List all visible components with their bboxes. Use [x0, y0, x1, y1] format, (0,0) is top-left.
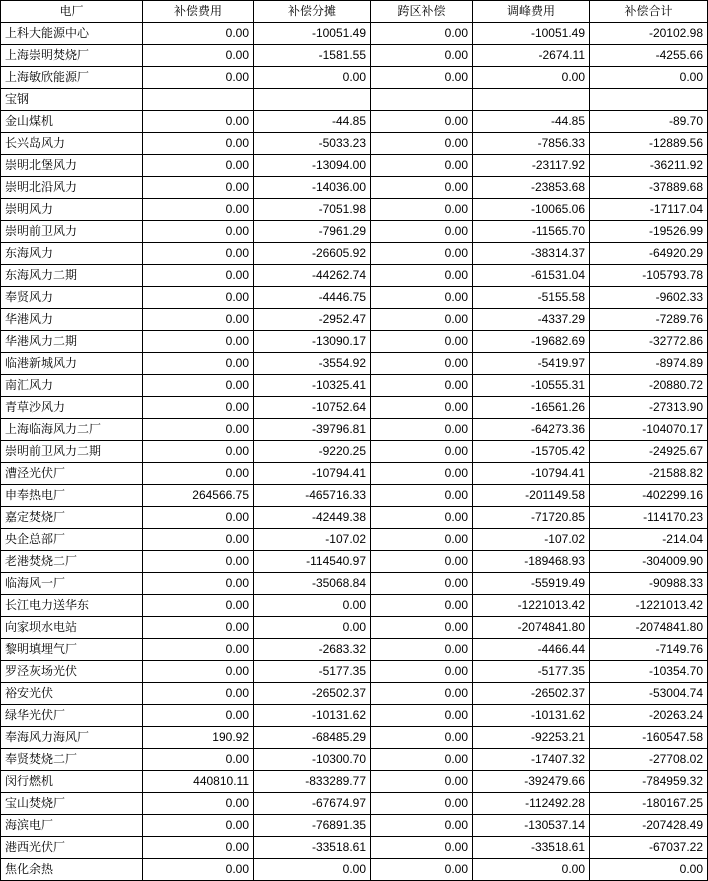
cell-value[interactable]: 0.00 — [254, 595, 371, 617]
cell-value[interactable]: -160547.58 — [590, 727, 708, 749]
cell-plant-name[interactable]: 金山煤机 — [1, 111, 143, 133]
cell-value[interactable]: -61531.04 — [473, 265, 590, 287]
cell-value[interactable]: -10051.49 — [473, 23, 590, 45]
cell-value[interactable]: 0.00 — [143, 353, 254, 375]
cell-value[interactable]: 0.00 — [143, 199, 254, 221]
cell-plant-name[interactable]: 长兴岛风力 — [1, 133, 143, 155]
cell-value[interactable]: -26502.37 — [473, 683, 590, 705]
cell-value[interactable]: 0.00 — [371, 661, 473, 683]
table-row[interactable] — [1, 463, 708, 485]
cell-value[interactable]: -55919.49 — [473, 573, 590, 595]
cell-plant-name[interactable]: 奉贤风力 — [1, 287, 143, 309]
cell-value[interactable]: 0.00 — [371, 595, 473, 617]
cell-value[interactable]: -90988.33 — [590, 573, 708, 595]
cell-value[interactable]: -26502.37 — [254, 683, 371, 705]
cell-value[interactable]: -5033.23 — [254, 133, 371, 155]
table-row[interactable] — [1, 199, 708, 221]
cell-value[interactable]: -20880.72 — [590, 375, 708, 397]
cell-value[interactable]: -4255.66 — [590, 45, 708, 67]
cell-value[interactable]: 0.00 — [371, 617, 473, 639]
table-row[interactable] — [1, 111, 708, 133]
cell-value[interactable]: -4446.75 — [254, 287, 371, 309]
cell-value[interactable]: -15705.42 — [473, 441, 590, 463]
cell-value[interactable]: -10325.41 — [254, 375, 371, 397]
cell-value[interactable]: 0.00 — [371, 793, 473, 815]
cell-value[interactable]: -7961.29 — [254, 221, 371, 243]
table-row[interactable] — [1, 133, 708, 155]
cell-value[interactable]: 0.00 — [143, 111, 254, 133]
cell-plant-name[interactable]: 临港新城风力 — [1, 353, 143, 375]
cell-value[interactable] — [473, 89, 590, 111]
cell-value[interactable]: 0.00 — [371, 727, 473, 749]
table-row[interactable] — [1, 507, 708, 529]
table-row[interactable] — [1, 23, 708, 45]
cell-value[interactable]: -180167.25 — [590, 793, 708, 815]
cell-value[interactable]: -10065.06 — [473, 199, 590, 221]
cell-value[interactable]: 0.00 — [143, 177, 254, 199]
cell-value[interactable]: -392479.66 — [473, 771, 590, 793]
cell-value[interactable]: -114170.23 — [590, 507, 708, 529]
cell-plant-name[interactable]: 申奉热电厂 — [1, 485, 143, 507]
cell-value[interactable]: 0.00 — [143, 287, 254, 309]
cell-value[interactable]: -37889.68 — [590, 177, 708, 199]
cell-value[interactable]: 0.00 — [371, 705, 473, 727]
cell-value[interactable]: -833289.77 — [254, 771, 371, 793]
cell-value[interactable]: -3554.92 — [254, 353, 371, 375]
cell-value[interactable]: -71720.85 — [473, 507, 590, 529]
cell-value[interactable]: -33518.61 — [254, 837, 371, 859]
cell-value[interactable]: 0.00 — [371, 639, 473, 661]
cell-value[interactable]: 0.00 — [143, 331, 254, 353]
cell-value[interactable]: 0.00 — [371, 23, 473, 45]
table-row[interactable] — [1, 573, 708, 595]
cell-value[interactable] — [143, 89, 254, 111]
cell-value[interactable]: 0.00 — [371, 859, 473, 881]
table-row[interactable] — [1, 529, 708, 551]
table-row[interactable] — [1, 749, 708, 771]
cell-plant-name[interactable]: 华港风力 — [1, 309, 143, 331]
cell-value[interactable]: -7051.98 — [254, 199, 371, 221]
cell-value[interactable]: 0.00 — [143, 23, 254, 45]
table-row[interactable] — [1, 419, 708, 441]
cell-value[interactable]: 0.00 — [371, 375, 473, 397]
cell-value[interactable]: 0.00 — [371, 45, 473, 67]
cell-value[interactable]: -12889.56 — [590, 133, 708, 155]
cell-value[interactable]: -64273.36 — [473, 419, 590, 441]
table-row[interactable] — [1, 705, 708, 727]
cell-value[interactable]: -7856.33 — [473, 133, 590, 155]
cell-value[interactable]: -67674.97 — [254, 793, 371, 815]
cell-value[interactable]: -5419.97 — [473, 353, 590, 375]
cell-value[interactable]: -9220.25 — [254, 441, 371, 463]
cell-value[interactable]: 0.00 — [371, 199, 473, 221]
cell-plant-name[interactable]: 临海风一厂 — [1, 573, 143, 595]
cell-plant-name[interactable]: 上海临海风力二厂 — [1, 419, 143, 441]
cell-value[interactable]: -76891.35 — [254, 815, 371, 837]
cell-value[interactable]: 0.00 — [254, 617, 371, 639]
cell-value[interactable]: -207428.49 — [590, 815, 708, 837]
cell-value[interactable]: -2074841.80 — [590, 617, 708, 639]
cell-plant-name[interactable]: 裕安光伏 — [1, 683, 143, 705]
cell-value[interactable]: -32772.86 — [590, 331, 708, 353]
cell-value[interactable]: 0.00 — [371, 111, 473, 133]
cell-value[interactable]: 0.00 — [371, 133, 473, 155]
table-row[interactable] — [1, 243, 708, 265]
cell-value[interactable]: -67037.22 — [590, 837, 708, 859]
cell-value[interactable]: -10354.70 — [590, 661, 708, 683]
table-row[interactable] — [1, 485, 708, 507]
cell-plant-name[interactable]: 上海崇明焚烧厂 — [1, 45, 143, 67]
table-row[interactable] — [1, 859, 708, 881]
cell-value[interactable]: -5177.35 — [473, 661, 590, 683]
table-row[interactable] — [1, 89, 708, 111]
cell-plant-name[interactable]: 青草沙风力 — [1, 397, 143, 419]
cell-value[interactable]: -4466.44 — [473, 639, 590, 661]
cell-plant-name[interactable]: 宝钢 — [1, 89, 143, 111]
cell-value[interactable]: 0.00 — [371, 463, 473, 485]
column-header-compensation-fee[interactable]: 补偿费用 — [143, 1, 254, 23]
cell-plant-name[interactable]: 东海风力二期 — [1, 265, 143, 287]
cell-value[interactable]: 0.00 — [143, 617, 254, 639]
cell-plant-name[interactable]: 宝山焚烧厂 — [1, 793, 143, 815]
table-row[interactable] — [1, 793, 708, 815]
cell-plant-name[interactable]: 黎明填埋气厂 — [1, 639, 143, 661]
cell-value[interactable]: -2952.47 — [254, 309, 371, 331]
cell-value[interactable]: -39796.81 — [254, 419, 371, 441]
table-row[interactable] — [1, 815, 708, 837]
cell-value[interactable]: -53004.74 — [590, 683, 708, 705]
cell-value[interactable]: 0.00 — [143, 595, 254, 617]
cell-value[interactable]: 0.00 — [371, 353, 473, 375]
cell-value[interactable]: 0.00 — [371, 551, 473, 573]
cell-value[interactable]: 0.00 — [254, 67, 371, 89]
cell-value[interactable]: -104070.17 — [590, 419, 708, 441]
table-row[interactable] — [1, 551, 708, 573]
cell-value[interactable]: -11565.70 — [473, 221, 590, 243]
table-row[interactable] — [1, 155, 708, 177]
cell-value[interactable]: 0.00 — [143, 551, 254, 573]
cell-plant-name[interactable]: 崇明北堡风力 — [1, 155, 143, 177]
cell-value[interactable]: -105793.78 — [590, 265, 708, 287]
cell-value[interactable]: 0.00 — [143, 243, 254, 265]
table-row[interactable] — [1, 353, 708, 375]
cell-value[interactable]: -10794.41 — [473, 463, 590, 485]
table-row[interactable] — [1, 617, 708, 639]
cell-value[interactable]: 0.00 — [371, 485, 473, 507]
cell-value[interactable]: -1221013.42 — [590, 595, 708, 617]
table-row[interactable] — [1, 67, 708, 89]
cell-value[interactable] — [254, 89, 371, 111]
column-header-peak-regulation-fee[interactable]: 调峰费用 — [473, 1, 590, 23]
cell-plant-name[interactable]: 罗泾灰场光伏 — [1, 661, 143, 683]
cell-plant-name[interactable]: 嘉定焚烧厂 — [1, 507, 143, 529]
column-header-cross-region-compensation[interactable]: 跨区补偿 — [371, 1, 473, 23]
cell-value[interactable]: -107.02 — [254, 529, 371, 551]
cell-value[interactable]: 0.00 — [371, 507, 473, 529]
cell-value[interactable]: 0.00 — [254, 859, 371, 881]
cell-value[interactable]: 0.00 — [143, 837, 254, 859]
cell-value[interactable]: -13094.00 — [254, 155, 371, 177]
cell-value[interactable]: 0.00 — [143, 859, 254, 881]
cell-value[interactable]: 0.00 — [371, 221, 473, 243]
cell-value[interactable]: 0.00 — [143, 397, 254, 419]
cell-value[interactable]: 0.00 — [143, 265, 254, 287]
cell-value[interactable]: 264566.75 — [143, 485, 254, 507]
cell-value[interactable]: -35068.84 — [254, 573, 371, 595]
cell-value[interactable]: 0.00 — [143, 419, 254, 441]
cell-plant-name[interactable]: 港西光伏厂 — [1, 837, 143, 859]
cell-value[interactable]: 0.00 — [371, 265, 473, 287]
cell-value[interactable] — [590, 89, 708, 111]
cell-value[interactable]: 0.00 — [371, 837, 473, 859]
cell-value[interactable]: -9602.33 — [590, 287, 708, 309]
table-row[interactable] — [1, 45, 708, 67]
cell-value[interactable]: -68485.29 — [254, 727, 371, 749]
cell-value[interactable]: -44262.74 — [254, 265, 371, 287]
cell-value[interactable]: -10051.49 — [254, 23, 371, 45]
cell-value[interactable]: -107.02 — [473, 529, 590, 551]
cell-plant-name[interactable]: 老港焚烧二厂 — [1, 551, 143, 573]
cell-value[interactable]: -5155.58 — [473, 287, 590, 309]
cell-value[interactable]: -23853.68 — [473, 177, 590, 199]
cell-value[interactable]: 0.00 — [143, 375, 254, 397]
cell-plant-name[interactable]: 崇明前卫风力 — [1, 221, 143, 243]
cell-value[interactable]: 0.00 — [143, 661, 254, 683]
cell-value[interactable]: -214.04 — [590, 529, 708, 551]
column-header-plant[interactable]: 电厂 — [1, 1, 143, 23]
cell-plant-name[interactable]: 奉海风力海风厂 — [1, 727, 143, 749]
cell-value[interactable]: -7149.76 — [590, 639, 708, 661]
cell-value[interactable]: -24925.67 — [590, 441, 708, 463]
cell-value[interactable]: -21588.82 — [590, 463, 708, 485]
cell-value[interactable]: 0.00 — [143, 529, 254, 551]
cell-plant-name[interactable]: 海滨电厂 — [1, 815, 143, 837]
table-header-row — [1, 1, 708, 23]
cell-value[interactable]: 0.00 — [371, 243, 473, 265]
column-header-compensation-share[interactable]: 补偿分摊 — [254, 1, 371, 23]
cell-value[interactable]: 0.00 — [143, 463, 254, 485]
cell-value[interactable]: 0.00 — [143, 749, 254, 771]
table-row[interactable] — [1, 727, 708, 749]
cell-value[interactable]: -2683.32 — [254, 639, 371, 661]
cell-value[interactable]: 0.00 — [143, 683, 254, 705]
cell-value[interactable]: 0.00 — [371, 441, 473, 463]
cell-value[interactable]: -14036.00 — [254, 177, 371, 199]
cell-value[interactable]: 0.00 — [143, 815, 254, 837]
cell-value[interactable]: 0.00 — [143, 441, 254, 463]
cell-value[interactable]: 0.00 — [143, 639, 254, 661]
cell-value[interactable]: 0.00 — [371, 529, 473, 551]
cell-plant-name[interactable]: 崇明北沿风力 — [1, 177, 143, 199]
cell-value[interactable]: 0.00 — [371, 683, 473, 705]
cell-value[interactable]: 0.00 — [371, 397, 473, 419]
cell-value[interactable]: -7289.76 — [590, 309, 708, 331]
cell-plant-name[interactable]: 崇明前卫风力二期 — [1, 441, 143, 463]
table-row[interactable] — [1, 265, 708, 287]
cell-value[interactable]: 0.00 — [143, 155, 254, 177]
cell-value[interactable]: 0.00 — [143, 573, 254, 595]
cell-value[interactable]: -17407.32 — [473, 749, 590, 771]
cell-value[interactable]: 190.92 — [143, 727, 254, 749]
cell-value[interactable]: -130537.14 — [473, 815, 590, 837]
cell-plant-name[interactable]: 闵行燃机 — [1, 771, 143, 793]
cell-value[interactable]: 0.00 — [371, 309, 473, 331]
cell-plant-name[interactable]: 焦化余热 — [1, 859, 143, 881]
cell-value[interactable]: -8974.89 — [590, 353, 708, 375]
cell-value[interactable]: -784959.32 — [590, 771, 708, 793]
cell-value[interactable]: -89.70 — [590, 111, 708, 133]
cell-value[interactable]: -304009.90 — [590, 551, 708, 573]
cell-plant-name[interactable]: 华港风力二期 — [1, 331, 143, 353]
table-row[interactable] — [1, 375, 708, 397]
table-row[interactable] — [1, 661, 708, 683]
cell-plant-name[interactable]: 漕泾光伏厂 — [1, 463, 143, 485]
cell-value[interactable]: 0.00 — [143, 45, 254, 67]
cell-value[interactable] — [371, 89, 473, 111]
cell-value[interactable]: -19682.69 — [473, 331, 590, 353]
table-row[interactable] — [1, 683, 708, 705]
cell-value[interactable]: -10752.64 — [254, 397, 371, 419]
cell-value[interactable]: -4337.29 — [473, 309, 590, 331]
cell-plant-name[interactable]: 上科大能源中心 — [1, 23, 143, 45]
cell-plant-name[interactable]: 东海风力 — [1, 243, 143, 265]
cell-value[interactable]: -33518.61 — [473, 837, 590, 859]
cell-value[interactable]: -10300.70 — [254, 749, 371, 771]
cell-value[interactable]: -64920.29 — [590, 243, 708, 265]
cell-value[interactable]: 0.00 — [143, 221, 254, 243]
cell-value[interactable]: 0.00 — [143, 309, 254, 331]
cell-value[interactable]: -44.85 — [254, 111, 371, 133]
cell-value[interactable]: 0.00 — [473, 67, 590, 89]
cell-value[interactable]: 0.00 — [143, 793, 254, 815]
cell-value[interactable]: 0.00 — [371, 177, 473, 199]
cell-value[interactable]: -201149.58 — [473, 485, 590, 507]
cell-plant-name[interactable]: 长江电力送华东 — [1, 595, 143, 617]
cell-plant-name[interactable]: 上海敏欣能源厂 — [1, 67, 143, 89]
cell-value[interactable]: -26605.92 — [254, 243, 371, 265]
cell-value[interactable]: 0.00 — [143, 705, 254, 727]
cell-value[interactable]: -1581.55 — [254, 45, 371, 67]
cell-plant-name[interactable]: 南汇风力 — [1, 375, 143, 397]
cell-plant-name[interactable]: 崇明风力 — [1, 199, 143, 221]
cell-value[interactable]: 0.00 — [371, 67, 473, 89]
cell-value[interactable]: 0.00 — [143, 133, 254, 155]
cell-value[interactable]: -92253.21 — [473, 727, 590, 749]
cell-value[interactable]: 0.00 — [590, 67, 708, 89]
table-row[interactable] — [1, 177, 708, 199]
cell-value[interactable]: -36211.92 — [590, 155, 708, 177]
table-header — [1, 1, 708, 23]
cell-value[interactable]: -17117.04 — [590, 199, 708, 221]
table-row[interactable] — [1, 639, 708, 661]
cell-value[interactable]: -27313.90 — [590, 397, 708, 419]
cell-value[interactable]: -10794.41 — [254, 463, 371, 485]
cell-value[interactable]: 0.00 — [371, 573, 473, 595]
table-row[interactable] — [1, 837, 708, 859]
cell-value[interactable]: 0.00 — [473, 859, 590, 881]
cell-value[interactable]: -16561.26 — [473, 397, 590, 419]
cell-value[interactable]: -10131.62 — [473, 705, 590, 727]
table-row[interactable] — [1, 397, 708, 419]
cell-value[interactable]: -112492.28 — [473, 793, 590, 815]
cell-value[interactable]: 0.00 — [371, 331, 473, 353]
table-row[interactable] — [1, 221, 708, 243]
cell-value[interactable]: 0.00 — [371, 155, 473, 177]
cell-value[interactable]: -114540.97 — [254, 551, 371, 573]
cell-value[interactable]: 0.00 — [143, 67, 254, 89]
cell-value[interactable]: 0.00 — [371, 815, 473, 837]
column-header-compensation-total[interactable]: 补偿合计 — [590, 1, 708, 23]
cell-plant-name[interactable]: 央企总部厂 — [1, 529, 143, 551]
cell-value[interactable]: -38314.37 — [473, 243, 590, 265]
cell-value[interactable]: -5177.35 — [254, 661, 371, 683]
cell-value[interactable]: -44.85 — [473, 111, 590, 133]
cell-value[interactable]: -402299.16 — [590, 485, 708, 507]
cell-value[interactable]: -465716.33 — [254, 485, 371, 507]
cell-value[interactable]: 440810.11 — [143, 771, 254, 793]
table-row[interactable] — [1, 441, 708, 463]
cell-value[interactable]: -20263.24 — [590, 705, 708, 727]
cell-value[interactable]: 0.00 — [590, 859, 708, 881]
table-row[interactable] — [1, 309, 708, 331]
cell-value[interactable]: -42449.38 — [254, 507, 371, 529]
table-row[interactable] — [1, 287, 708, 309]
cell-value[interactable]: 0.00 — [371, 287, 473, 309]
cell-value[interactable]: -2074841.80 — [473, 617, 590, 639]
table-row[interactable] — [1, 595, 708, 617]
cell-value[interactable]: 0.00 — [371, 771, 473, 793]
cell-value[interactable]: -189468.93 — [473, 551, 590, 573]
cell-value[interactable]: -19526.99 — [590, 221, 708, 243]
cell-value[interactable]: -20102.98 — [590, 23, 708, 45]
table-row[interactable] — [1, 771, 708, 793]
table-row[interactable] — [1, 331, 708, 353]
cell-plant-name[interactable]: 绿华光伏厂 — [1, 705, 143, 727]
cell-plant-name[interactable]: 向家坝水电站 — [1, 617, 143, 639]
cell-value[interactable]: -27708.02 — [590, 749, 708, 771]
cell-value[interactable]: -13090.17 — [254, 331, 371, 353]
cell-value[interactable]: -2674.11 — [473, 45, 590, 67]
cell-value[interactable]: 0.00 — [371, 749, 473, 771]
cell-value[interactable]: -10131.62 — [254, 705, 371, 727]
table-body — [1, 23, 708, 881]
cell-value[interactable]: 0.00 — [371, 419, 473, 441]
cell-value[interactable]: 0.00 — [143, 507, 254, 529]
cell-value[interactable]: -10555.31 — [473, 375, 590, 397]
cell-value[interactable]: -1221013.42 — [473, 595, 590, 617]
cell-value[interactable]: -23117.92 — [473, 155, 590, 177]
cell-plant-name[interactable]: 奉贤焚烧二厂 — [1, 749, 143, 771]
